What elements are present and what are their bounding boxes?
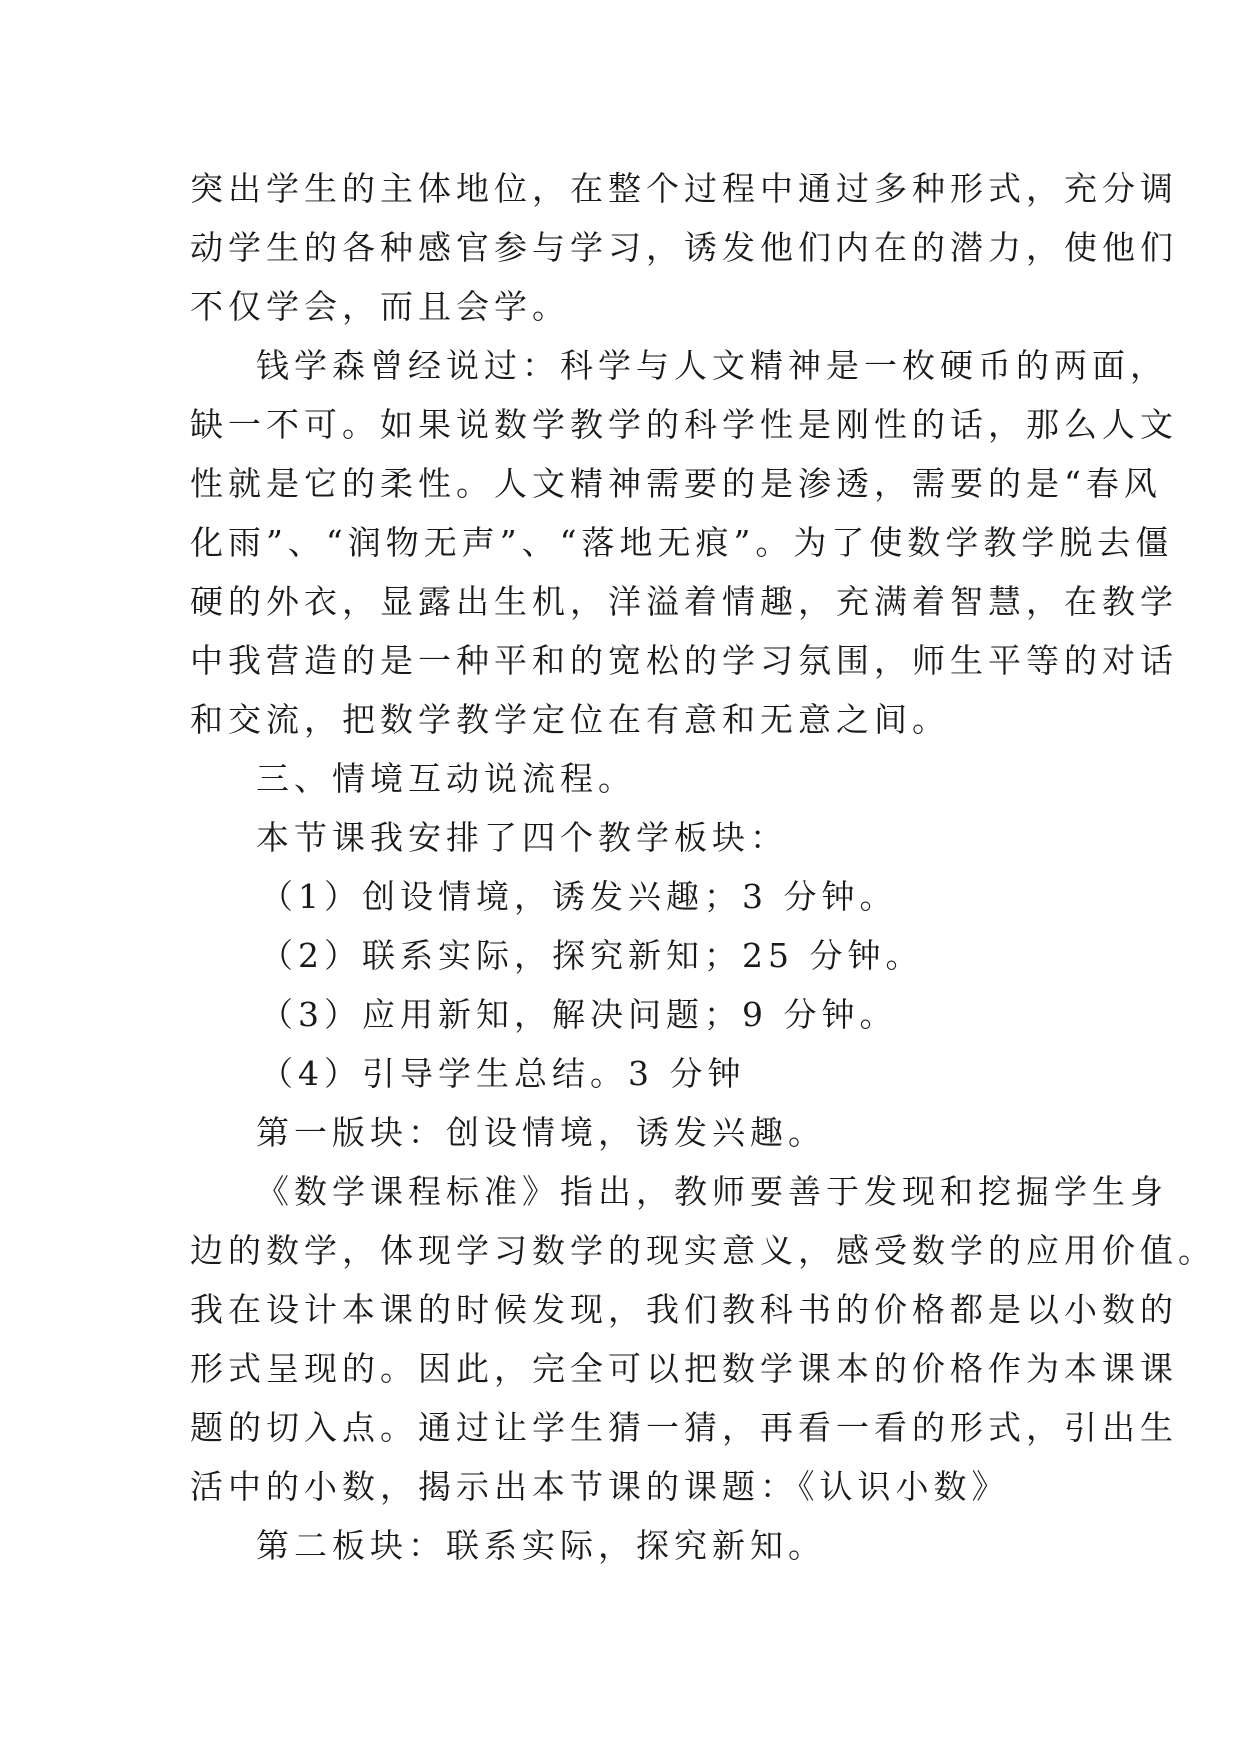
text-line: 活中的小数，揭示出本节课的课题：《认识小数》 <box>190 1467 1010 1506</box>
section-heading: 三、情境互动说流程。 <box>256 759 636 798</box>
text-line: 形式呈现的。因此，完全可以把数学课本的价格作为本课课 <box>190 1349 1178 1388</box>
text-line: 不仅学会，而且会学。 <box>190 287 570 326</box>
subsection-heading: 第一版块：创设情境，诱发兴趣。 <box>256 1113 826 1152</box>
subsection-heading: 第二板块：联系实际，探究新知。 <box>256 1526 826 1565</box>
text-line: 突出学生的主体地位，在整个过程中通过多种形式，充分调 <box>190 169 1178 208</box>
text-line: 缺一不可。如果说数学教学的科学性是刚性的话，那么人文 <box>190 405 1178 444</box>
paragraph-start-line: 《数学课程标准》指出，教师要善于发现和挖掘学生身 <box>256 1172 1168 1211</box>
text-line: 边的数学，体现学习数学的现实意义，感受数学的应用价值。 <box>190 1231 1216 1270</box>
list-item: （2）联系实际，探究新知；25 分钟。 <box>260 936 924 975</box>
text-line: 题的切入点。通过让学生猜一猜，再看一看的形式，引出生 <box>190 1408 1178 1447</box>
text-line: 和交流，把数学教学定位在有意和无意之间。 <box>190 700 950 739</box>
list-item: （4）引导学生总结。3 分钟 <box>260 1054 746 1093</box>
text-line: 我在设计本课的时候发现，我们教科书的价格都是以小数的 <box>190 1290 1178 1329</box>
paragraph-start-line: 钱学森曾经说过：科学与人文精神是一枚硬币的两面， <box>256 346 1168 385</box>
text-line: 动学生的各种感官参与学习，诱发他们内在的潜力，使他们 <box>190 228 1178 267</box>
paragraph-start-line: 本节课我安排了四个教学板块： <box>256 818 788 857</box>
list-item: （3）应用新知，解决问题；9 分钟。 <box>260 995 898 1034</box>
text-line: 中我营造的是一种平和的宽松的学习氛围，师生平等的对话 <box>190 641 1178 680</box>
document-body <box>190 159 1216 1575</box>
text-line: 化雨”、“润物无声”、“落地无痕”。为了使数学教学脱去僵 <box>190 523 1174 562</box>
list-item: （1）创设情境，诱发兴趣；3 分钟。 <box>260 877 898 916</box>
text-line: 硬的外衣，显露出生机，洋溢着情趣，充满着智慧，在教学 <box>190 582 1178 621</box>
text-line: 性就是它的柔性。人文精神需要的是渗透，需要的是“春风 <box>190 464 1162 503</box>
